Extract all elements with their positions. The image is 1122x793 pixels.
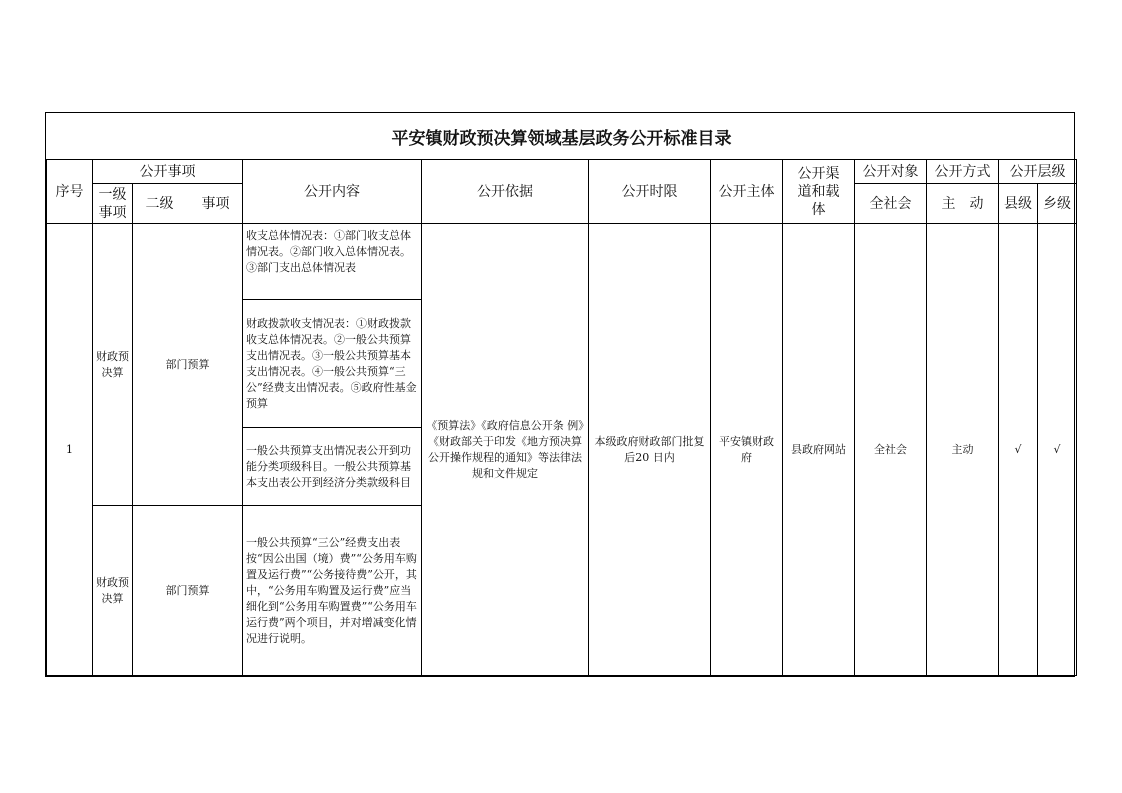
header-item-group: 公开事项	[93, 160, 243, 184]
time-limit-cell: 本级政府财政部门批复后20 日内	[589, 224, 711, 676]
row-seq: 1	[47, 224, 93, 676]
header-method: 公开方式	[927, 160, 999, 184]
audience-cell: 全社会	[855, 224, 927, 676]
header-level1: 一级事项	[93, 184, 133, 224]
header-level2-a: 二级	[145, 195, 174, 212]
level1-item: 财政预决算	[93, 506, 133, 676]
page-title: 平安镇财政预决算领域基层政务公开标准目录	[47, 113, 1077, 160]
header-county: 县级	[999, 184, 1038, 224]
header-level2	[133, 184, 243, 224]
basis-cell: 《预算法》《政府信息公开条 例》《财政部关于印发《地方预决算公开操作规程的通知》等法律法规和文件规定	[422, 224, 589, 676]
level2-item: 部门预算	[133, 506, 243, 676]
header-basis: 公开依据	[422, 160, 589, 224]
header-time-limit: 公开时限	[589, 160, 711, 224]
content-cell: 财政拨款收支情况表：①财政拨款收支总体情况表。②一般公共预算支出情况表。③一般公共预算基本支出情况表。④一般公共预算“三公”经费支出情况表。⑤政府性基金预算	[243, 300, 422, 428]
township-check: √	[1038, 224, 1077, 676]
county-check: √	[999, 224, 1038, 676]
content-cell: 一般公共预算“三公”经费支出表按“因公出国（境）费”“公务用车购置及运行费”“公务接待费”公开，其中，“公务用车购置及运行费”应当细化到“公务用车购置费”“公务用车运行费”两个项目，并对增减变化情况进行说明。	[243, 506, 422, 676]
content-cell: 收支总体情况表：①部门收支总体情况表。②部门收入总体情况表。③部门支出总体情况表	[243, 224, 422, 300]
header-method-sub: 主 动	[927, 184, 999, 224]
channel-cell: 县政府网站	[783, 224, 855, 676]
header-level2-b: 事项	[201, 195, 230, 212]
method-cell: 主动	[927, 224, 999, 676]
header-content: 公开内容	[243, 160, 422, 224]
header-subject: 公开主体	[711, 160, 783, 224]
level2-item: 部门预算	[133, 224, 243, 506]
header-channel: 公开渠道和载体	[783, 160, 855, 224]
header-seq: 序号	[47, 160, 93, 224]
header-township: 乡级	[1038, 184, 1077, 224]
header-audience-sub: 全社会	[855, 184, 927, 224]
content-cell: 一般公共预算支出情况表公开到功能分类项级科目。一般公共预算基本支出表公开到经济分类款级科目	[243, 428, 422, 506]
catalog-sheet	[45, 112, 1075, 677]
header-layer: 公开层级	[999, 160, 1077, 184]
subject-cell: 平安镇财政府	[711, 224, 783, 676]
catalog-table	[46, 113, 1077, 676]
level1-item: 财政预决算	[93, 224, 133, 506]
header-audience: 公开对象	[855, 160, 927, 184]
